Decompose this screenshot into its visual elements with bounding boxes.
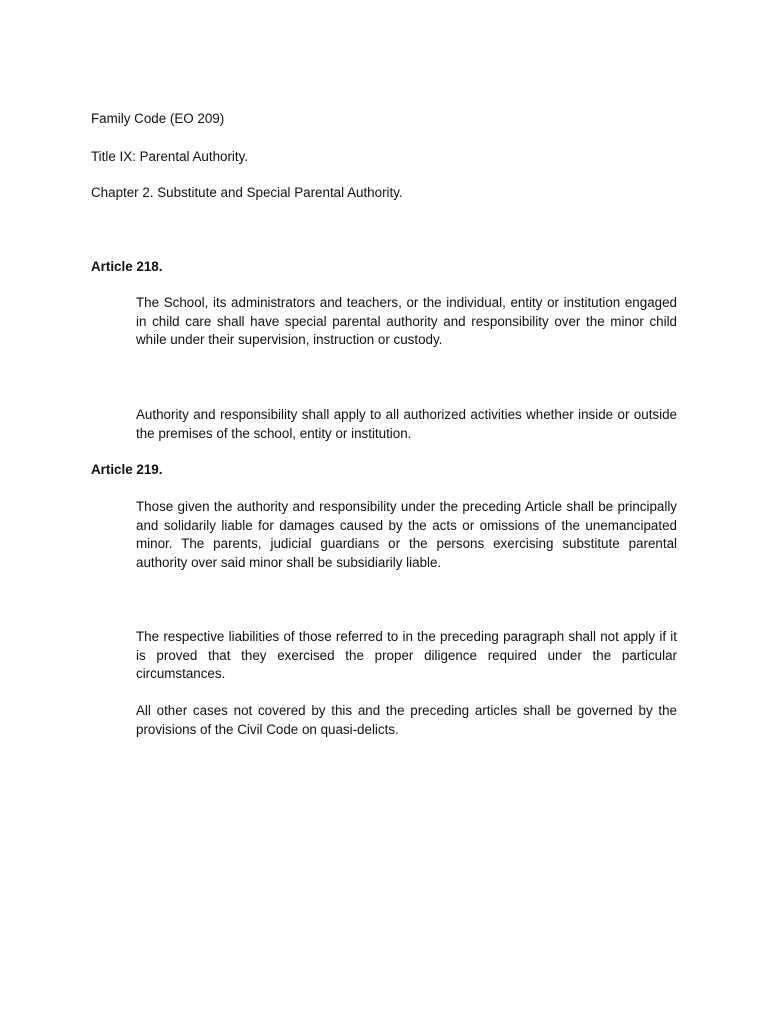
article-219-paragraph-3: All other cases not covered by this and the preceding articles shall be governed by the provisions of the Civil Code on quasi-delicts. (136, 703, 677, 737)
article-218-paragraph-2: Authority and responsibility shall apply to all authorized activities whether inside or outside the premises of the school, entity or institution. (136, 407, 677, 441)
code-reference: Family Code (EO 209) (91, 111, 225, 126)
chapter-heading: Chapter 2. Substitute and Special Parental Authority. (91, 185, 403, 200)
title-heading: Title IX: Parental Authority. (91, 149, 249, 164)
article-218-paragraph-1: The School, its administrators and teachers, or the individual, entity or institution engaged in child care shall have special parental authority and responsibility over the minor child while under their supervision, instruction or custody. (136, 295, 677, 347)
article-219-paragraph-2: The respective liabilities of those referred to in the preceding paragraph shall not apply if it is proved that they exercised the proper diligence required under the particular circumstances. (136, 629, 677, 681)
article-219-title: Article 219. (91, 462, 163, 477)
article-218-title: Article 218. (91, 259, 163, 274)
article-219-paragraph-1: Those given the authority and responsibility under the preceding Article shall be principally and solidarily liable for damages caused by the acts or omissions of the unemancipated minor. The parents, judicial guardians or the persons exercising substitute parental authority over said minor shall be subsidiarily liable. (136, 499, 677, 570)
